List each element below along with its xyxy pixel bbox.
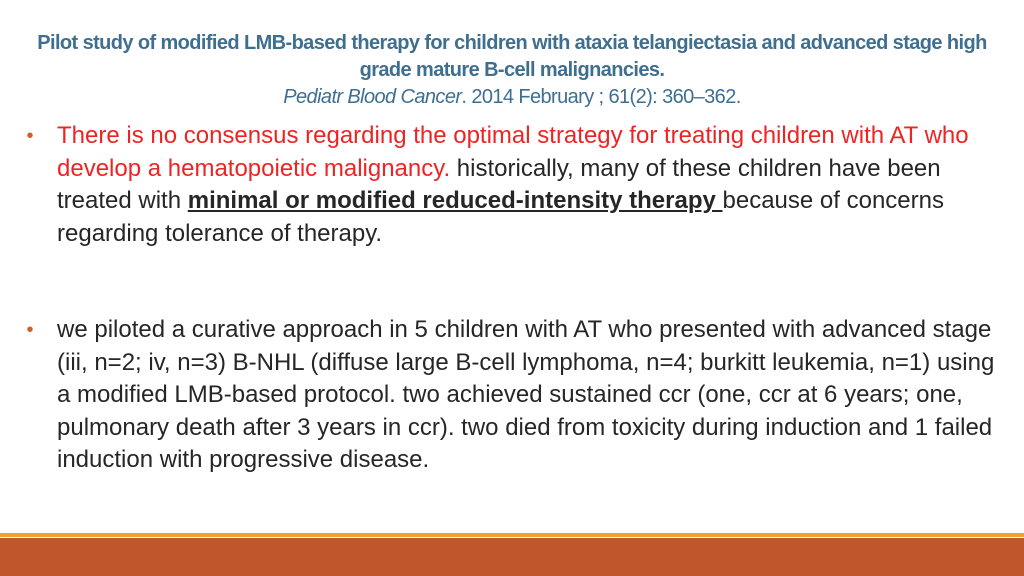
slide-title — [20, 30, 1004, 111]
bullet-item-1 — [20, 120, 995, 250]
bullet-1-text-end: because of concerns regarding tolerance of therapy. — [57, 187, 944, 247]
bullet-1-emphasis: minimal or modified reduced-intensity therapy — [187, 187, 723, 214]
bullet-2-text: we piloted a curative approach in 5 children with AT who presented with advanced stage (iii, n=2; iv, n=3) B-NHL (diffuse large B-cell lymphoma, n=4; burkitt leukemia, n=1) using a modified LMB-based protocol. two achieved sustained ccr (one, ccr at 6 years; one, pulmonary death after 3 years in ccr). two died from toxicity during induction and 1 failed induction with progressive disease. — [57, 316, 995, 473]
title-text: Pilot study of modified LMB-based therapy for children with ataxia telangiectasia and advanced stage high grade mature B-cell malignancies. — [37, 32, 987, 81]
bullet-1-text: historically, many of these children have been treated with — [57, 154, 941, 214]
citation-details: . 2014 February ; 61(2): 360–362. — [461, 86, 741, 108]
bullet-icon: • — [26, 319, 34, 341]
bullet-item-2 — [20, 314, 995, 477]
footer-bar — [0, 538, 1024, 576]
bullet-1-highlight: There is no consensus regarding the optimal strategy for treating children with AT who develop a hematopoietic malignancy. — [57, 122, 969, 182]
journal-name: Pediatr Blood Cancer — [283, 86, 462, 108]
bullet-list — [20, 120, 995, 477]
bullet-icon: • — [26, 125, 34, 147]
accent-bar — [0, 533, 1024, 537]
